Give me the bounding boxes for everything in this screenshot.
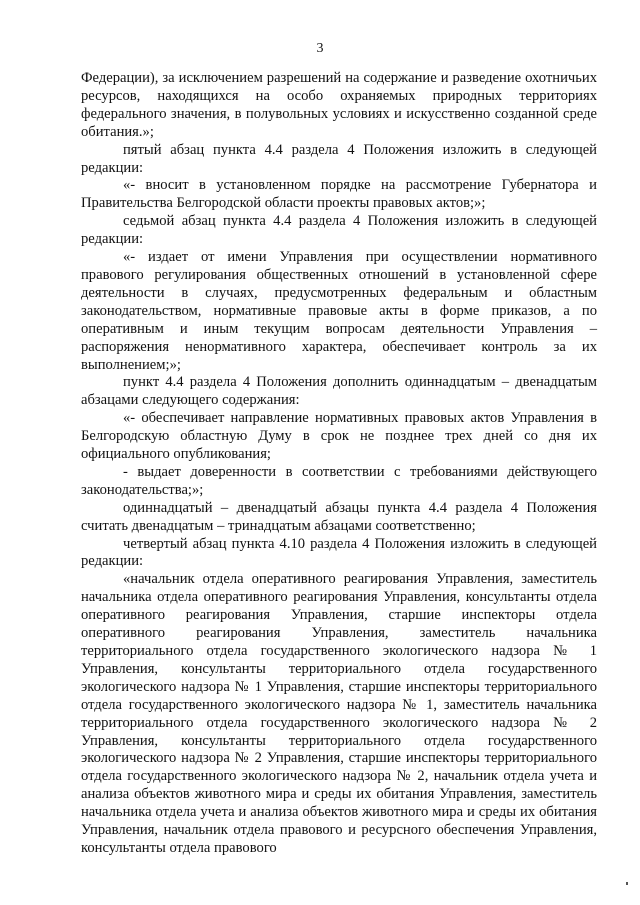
document-body [81,70,597,858]
paragraph: «- вносит в установленном порядке на рассмотрение Губернатора и Правительства Белгородской области проекты правовых актов;»; [81,177,597,212]
paragraph: «- обеспечивает направление нормативных правовых актов Управления в Белгородскую областную Думу в срок не позднее трех дней со дня их официального опубликования; [81,410,597,463]
paragraph: седьмой абзац пункта 4.4 раздела 4 Положения изложить в следующей редакции: [81,213,597,248]
scan-speck [626,882,628,885]
paragraph: одиннадцатый – двенадцатый абзацы пункта 4.4 раздела 4 Положения считать двенадцатым – тринадцатым абзацами соответственно; [81,499,597,534]
page-number: 3 [316,41,324,56]
paragraph: пункт 4.4 раздела 4 Положения дополнить одиннадцатым – двенадцатым абзацами следующего содержания: [81,374,597,409]
paragraph: - выдает доверенности в соответствии с требованиями действующего законодательства;»; [81,463,597,498]
paragraph: «начальник отдела оперативного реагирования Управления, заместитель начальника отдела оперативного реагирования Управления, консультанты отдела оперативного реагирования Управления, старшие инспекторы отдела оперативного реагирования Управления, заместитель начальника территориального отдела государственного экологического надзора № 1 Управления, консультанты территориального отдела государственного экологического надзора № 1 Управления, старшие инспекторы территориального отдела государственного экологического надзора № 1, заместитель начальника территориального отдела государственного экологического надзора № 2 Управления, консультанты территориального отдела государственного экологического надзора № 2 Управления, старшие инспекторы территориального отдела государственного экологического надзора № 2, начальник отдела учета и анализа объектов животного мира и среды их обитания Управления, заместитель начальника отдела учета и анализа объектов животного мира и среды их обитания Управления, начальник отдела правового и ресурсного обеспечения Управления, консультанты отдела правового [81,571,597,856]
paragraph: Федерации), за исключением разрешений на содержание и разведение охотничьих ресурсов, находящихся на особо охраняемых природных территориях федерального значения, в полувольных условиях и искусственно созданной среде обитания.»; [81,70,597,140]
paragraph: «- издает от имени Управления при осуществлении нормативного правового регулирования общественных отношений в установленной сфере деятельности в случаях, предусмотренных федеральным и областным законодательством, нормативные правовые акты в форме приказов, а по оперативным и иным текущим вопросам деятельности Управления – распоряжения ненормативного характера, обеспечивает контроль за их выполнением;»; [81,249,597,373]
paragraph: пятый абзац пункта 4.4 раздела 4 Положения изложить в следующей редакции: [81,141,597,176]
paragraph: четвертый абзац пункта 4.10 раздела 4 Положения изложить в следующей редакции: [81,535,597,570]
